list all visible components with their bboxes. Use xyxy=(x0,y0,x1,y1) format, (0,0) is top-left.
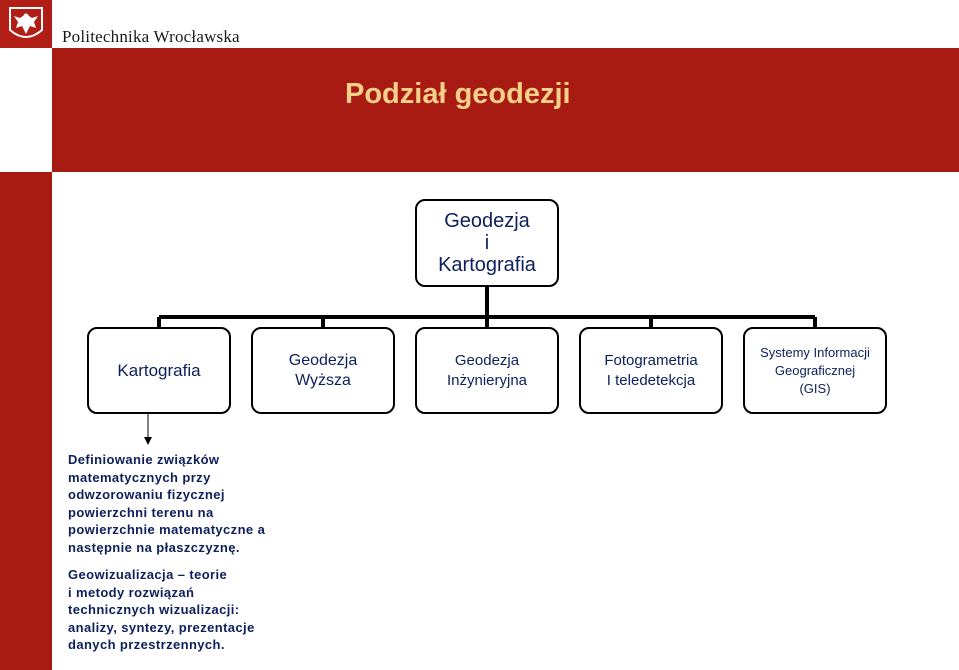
desc1-line: powierzchni terenu na xyxy=(68,504,214,520)
desc2-line: technicznych wizualizacji: xyxy=(68,602,240,617)
desc2-line: Geowizualizacja – teorie xyxy=(68,567,228,582)
root-line-1: Geodezja xyxy=(444,210,530,232)
child-2-line-2: Wyższa xyxy=(295,371,351,389)
desc1-line: powierzchnie matematyczne a xyxy=(68,522,266,537)
child-5-line-3: (GIS) xyxy=(799,380,831,396)
desc2-line: danych przestrzennych. xyxy=(68,637,225,652)
child-node-fotogrametria xyxy=(579,327,723,414)
root-node-geodezja-i-kartografia xyxy=(415,199,559,287)
child-3-line-2: Inżynieryjna xyxy=(446,371,528,389)
child-node-kartografia xyxy=(87,327,231,414)
child-5-line-1: Systemy Informacji xyxy=(760,344,870,360)
child-4-line-2: I teledetekcja xyxy=(606,371,696,389)
university-name: Politechnika Wrocławska xyxy=(62,27,240,46)
child-node-geodezja-inzynieryjna xyxy=(415,327,559,414)
desc1-line: odwzorowaniu fizycznej xyxy=(68,487,225,502)
child-3-line-1: Geodezja xyxy=(454,351,520,369)
root-line-3: Kartografia xyxy=(438,254,536,276)
child-node-gis xyxy=(743,327,887,414)
geowizualizacja-paragraph xyxy=(68,566,255,654)
desc1-line: Definiowanie związków xyxy=(68,452,220,467)
root-line-2: i xyxy=(484,232,490,254)
child-5-line-2: Geograficznej xyxy=(774,362,856,378)
child-4-line-1: Fotogrametria xyxy=(604,351,698,369)
kartografia-definition-paragraph xyxy=(68,451,265,556)
desc1-line: matematycznych przy xyxy=(68,469,211,485)
slide-title: Podział geodezji xyxy=(345,78,571,110)
child-node-geodezja-wyzsza xyxy=(251,327,395,414)
child-1-line-1: Kartografia xyxy=(117,360,201,380)
arrow-head xyxy=(144,437,152,445)
desc2-line: analizy, syntezy, prezentacje xyxy=(68,619,255,635)
desc2-line: i metody rozwiązań xyxy=(68,584,195,600)
child-2-line-1: Geodezja xyxy=(288,351,358,369)
desc1-line: następnie na płaszczyznę. xyxy=(68,539,240,555)
